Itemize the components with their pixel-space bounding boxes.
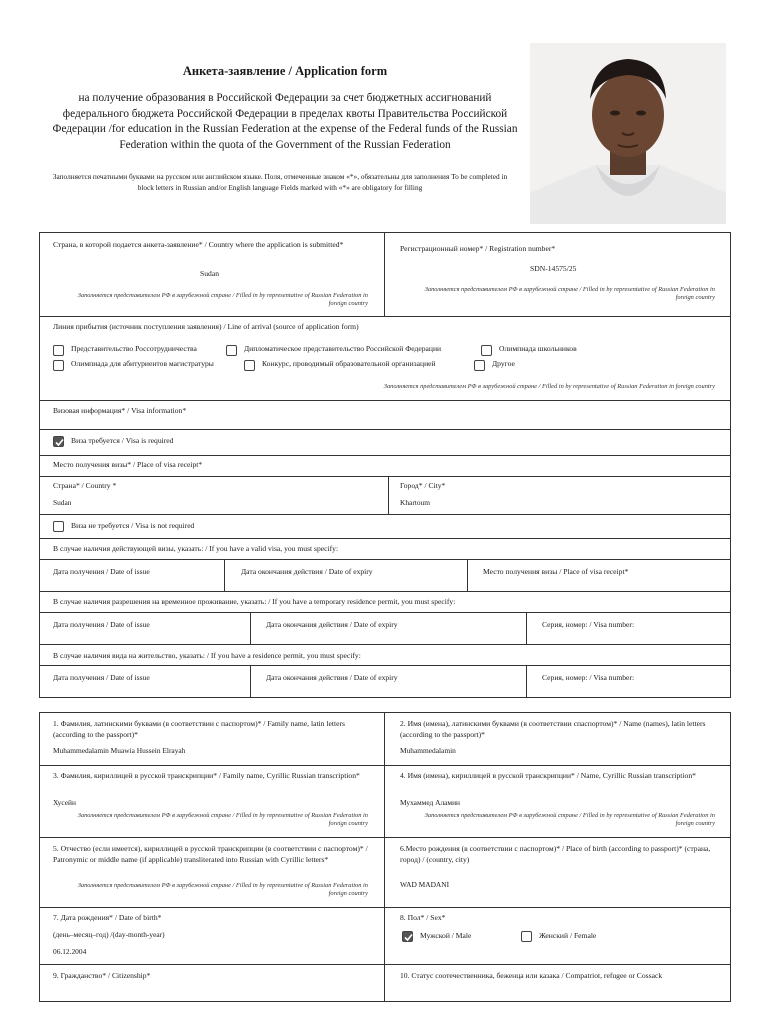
visa-city-value[interactable]: Khartoum	[400, 498, 430, 507]
valid-visa-label: В случае наличия действующей визы, указать: / If you have a valid visa, you must specify:	[53, 544, 339, 553]
form-note: Заполняется печатными буквами на русском или английском языке. Поля, отмеченные знаком «*», обязательны для заполнения To be completed in block letters in Russian and/or English language Fields marked with «*» are obligatory for filling	[52, 172, 508, 193]
option-diplomatic-checkbox[interactable]	[226, 345, 237, 356]
visa-not-required-label: Виза не требуется / Visa is not required	[71, 521, 195, 530]
visa-date-issue-field[interactable]: Дата получения / Date of issue	[53, 567, 150, 576]
rep-note: Заполняется представителем РФ в зарубежной стране / Filled in by representative of Russian Federation in foreign country	[383, 383, 715, 390]
form-subtitle: на получение образования в Российской Федерации за счет бюджетных ассигнований федерального бюджета Российской Федерации в пределах квоты Правительства Российской Федерации /for education in the Russian Federation at the expense of the Federal funds of the Russian Federation within the quota of the Government of the Russian Federation	[52, 92, 518, 151]
option-label: Олимпиада для абитуриентов магистратуры	[71, 359, 214, 368]
birthdate-label: 7. Дата рождения* / Date of birth*	[53, 913, 162, 922]
option-school-olympiad-checkbox[interactable]	[481, 345, 492, 356]
temp-permit-label: В случае наличия разрешения на временное проживание, указать: / If you have a temporary residence permit, you must specify:	[53, 597, 456, 606]
option-other-checkbox[interactable]	[474, 360, 485, 371]
option-masters-olympiad-checkbox[interactable]	[53, 360, 64, 371]
option-competition-checkbox[interactable]	[244, 360, 255, 371]
visa-required-checkbox[interactable]	[53, 436, 64, 447]
visa-info-label: Визовая информация* / Visa information*	[53, 406, 187, 415]
given-name-cyrillic-label: 4. Имя (имена), кириллицей в русской транскрипции* / Name, Cyrillic Russian transcription*	[400, 771, 696, 780]
given-name-label: 2. Имя (имена), латинскими буквами (в соответствии спаспортом)* / Name (names), latin letters (according to the passport)*	[400, 719, 706, 739]
given-name-cyrillic-value[interactable]: Мухаммед Аламин	[400, 798, 460, 807]
rep-note: Заполняется представителем РФ в зарубежной стране / Filled in by representative of Russian Federation in foreign country	[77, 812, 368, 828]
birthdate-value[interactable]: 06.12.2004	[53, 947, 87, 956]
birthplace-value[interactable]: WAD MADANI	[400, 880, 450, 889]
rep-note: Заполняется представителем РФ в зарубежной стране / Filled in by representative of Russian Federation in foreign country	[77, 292, 368, 308]
family-name-label: 1. Фамилия, латинскими буквами (в соответствии с паспортом)* / Family name, latin letters (according to the passport)*	[53, 719, 345, 739]
family-name-cyrillic-label: 3. Фамилия, кириллицей в русской транскрипции* / Family name, Cyrillic Russian transcription*	[53, 771, 360, 780]
birthdate-format: (день–месяц–год) /(day-month-year)	[53, 930, 165, 939]
sex-label: 8. Пол* / Sex*	[400, 913, 446, 922]
family-name-value[interactable]: Muhammedalamin Muawia Hussein Elrayah	[53, 746, 186, 755]
temp-permit-number-field[interactable]: Серия, номер: / Visa number:	[542, 620, 635, 629]
visa-place-label: Место получения визы* / Place of visa receipt*	[53, 460, 203, 469]
registration-value[interactable]: SDN-14575/25	[530, 264, 577, 273]
visa-not-required-checkbox[interactable]	[53, 521, 64, 532]
compatriot-status-label: 10. Статус соотечественника, беженца или казака / Compatriot, refugee or Cossack	[400, 971, 663, 980]
option-label: Дипломатическое представительство Российской Федерации	[244, 344, 442, 353]
residence-permit-label: В случае наличия вида на жительство, указать: / If you have a residence permit, you must specify:	[53, 651, 361, 660]
option-rossotrudnichestvo-checkbox[interactable]	[53, 345, 64, 356]
sex-male-label: Мужской / Male	[420, 931, 472, 940]
option-label: Конкурс, проводимый образовательной организацией	[262, 359, 436, 368]
line-of-arrival-label: Линия прибытия (источник поступления заявления) / Line of arrival (source of application form)	[53, 322, 359, 331]
residence-permit-number-field[interactable]: Серия, номер: / Visa number:	[542, 673, 635, 682]
visa-city-label: Город* / City*	[400, 481, 446, 490]
rep-note: Заполняется представителем РФ в зарубежной стране / Filled in by representative of Russian Federation in foreign country	[424, 286, 715, 302]
sex-female-label: Женский / Female	[539, 931, 597, 940]
country-submitted-label: Страна, в которой подается анкета-заявление* / Country where the application is submitted*	[53, 240, 344, 249]
visa-required-label: Виза требуется / Visa is required	[71, 436, 174, 445]
temp-permit-date-issue-field[interactable]: Дата получения / Date of issue	[53, 620, 150, 629]
visa-country-value[interactable]: Sudan	[53, 498, 72, 507]
sex-male-checkbox[interactable]	[402, 931, 413, 942]
temp-permit-date-expiry-field[interactable]: Дата окончания действия / Date of expiry	[266, 620, 398, 629]
sex-female-checkbox[interactable]	[521, 931, 532, 942]
patronymic-label: 5. Отчество (если имеется), кириллицей в русской транскрипции (в соответствии с паспортом)* / Patronymic or middle name (if applicable) transliterated into Russian with Cyrillic letters*	[53, 844, 368, 864]
option-label: Представительство Россотрудничества	[71, 344, 197, 353]
visa-place-receipt-field[interactable]: Место получения визы / Place of visa receipt*	[483, 567, 629, 576]
applicant-photo	[530, 43, 726, 224]
citizenship-label: 9. Гражданство* / Citizenship*	[53, 971, 151, 980]
option-label: Олимпиада школьников	[499, 344, 577, 353]
family-name-cyrillic-value[interactable]: Хусейн	[53, 798, 76, 807]
visa-country-label: Страна* / Country *	[53, 481, 117, 490]
rep-note: Заполняется представителем РФ в зарубежной стране / Filled in by representative of Russian Federation in foreign country	[77, 882, 368, 898]
visa-date-expiry-field[interactable]: Дата окончания действия / Date of expiry	[241, 567, 373, 576]
option-label: Другое	[492, 359, 515, 368]
residence-permit-date-issue-field[interactable]: Дата получения / Date of issue	[53, 673, 150, 682]
rep-note: Заполняется представителем РФ в зарубежной стране / Filled in by representative of Russian Federation in foreign country	[424, 812, 715, 828]
registration-label: Регистрационный номер* / Registration number*	[400, 244, 556, 253]
given-name-value[interactable]: Muhammedalamin	[400, 746, 456, 755]
residence-permit-date-expiry-field[interactable]: Дата окончания действия / Date of expiry	[266, 673, 398, 682]
country-submitted-value[interactable]: Sudan	[200, 269, 219, 278]
birthplace-label: 6.Место рождения (в соответствии с паспортом)* / Place of birth (according to passport)* (страна, город) / (country, city)	[400, 844, 711, 864]
form-title: Анкета-заявление / Application form	[182, 64, 388, 78]
